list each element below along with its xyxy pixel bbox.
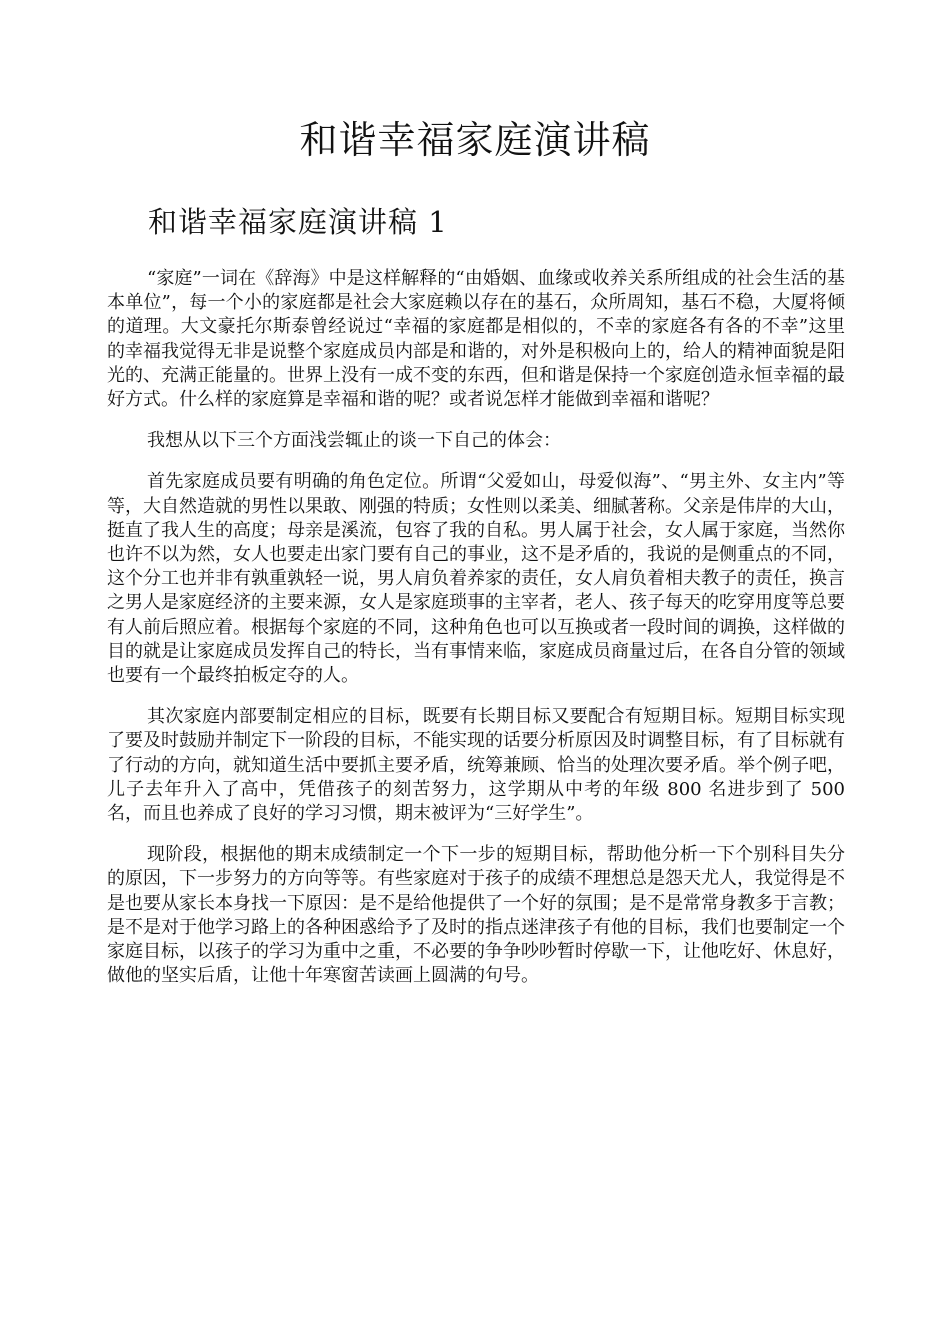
paragraph-1: “家庭”一词在《辞海》中是这样解释的“由婚姻、血缘或收养关系所组成的社会生活的基本单位”，每一个小的家庭都是社会大家庭赖以存在的基石，众所周知，基石不稳，大厦将倾的道理。大文豪托尔斯泰曾经说过“幸福的家庭都是相似的，不幸的家庭各有各的不幸”这里的幸福我觉得无非是说整个家庭成员内部是和谐的，对外是积极向上的，给人的精神面貌是阳光的、充满正能量的。世界上没有一成不变的东西，但和谐是保持一个家庭创造永恒幸福的最好方式。什么样的家庭算是幸福和谐的呢？或者说怎样才能做到幸福和谐呢？	[107, 268, 845, 411]
paragraph-4: 其次家庭内部要制定相应的目标，既要有长期目标又要配合有短期目标。短期目标实现了要及时鼓励并制定下一阶段的目标，不能实现的话要分析原因及时调整目标，有了目标就有了行动的方向，就知道生活中要抓主要矛盾，统筹兼顾、恰当的处理次要矛盾。举个例子吧，儿子去年升入了高中，凭借孩子的刻苦努力，这学期从中考的年级 800 名进步到了 500 名，而且也养成了良好的学习习惯，期末被评为“三好学生”。	[107, 706, 845, 825]
section-heading: 和谐幸福家庭演讲稿 1	[148, 205, 448, 239]
paragraph-3: 首先家庭成员要有明确的角色定位。所谓“父爱如山，母爱似海”、“男主外、女主内”等等，大自然造就的男性以果敢、刚强的特质；女性则以柔美、细腻著称。父亲是伟岸的大山，挺直了我人生的高度；母亲是溪流，包容了我的自私。男人属于社会，女人属于家庭，当然你也许不以为然，女人也要走出家门要有自己的事业，这不是矛盾的，我说的是侧重点的不同，这个分工也并非有孰重孰轻一说，男人肩负着养家的责任，女人肩负着相夫教子的责任，换言之男人是家庭经济的主要来源，女人是家庭琐事的主宰者，老人、孩子每天的吃穿用度等总要有人前后照应着。根据每个家庭的不同，这种角色也可以互换或者一段时间的调换，这样做的目的就是让家庭成员发挥自己的特长，当有事情来临，家庭成员商量过后，在各自分管的领域也要有一个最终拍板定夺的人。	[107, 471, 845, 687]
paragraph-5: 现阶段，根据他的期末成绩制定一个下一步的短期目标，帮助他分析一下个别科目失分的原因，下一步努力的方向等等。有些家庭对于孩子的成绩不理想总是怨天尤人，我觉得是不是也要从家长本身找一下原因：是不是给他提供了一个好的氛围；是不是常常身教多于言教；是不是对于他学习路上的各种困惑给予了及时的指点迷津孩子有他的目标，我们也要制定一个家庭目标，以孩子的学习为重中之重，不必要的争争吵吵暂时停歇一下，让他吃好、休息好，做他的坚实后盾，让他十年寒窗苦读画上圆满的句号。	[107, 844, 845, 987]
paragraph-2: 我想从以下三个方面浅尝辄止的谈一下自己的体会：	[147, 430, 561, 452]
body-text	[107, 267, 845, 1005]
document-title: 和谐幸福家庭演讲稿	[299, 118, 651, 162]
